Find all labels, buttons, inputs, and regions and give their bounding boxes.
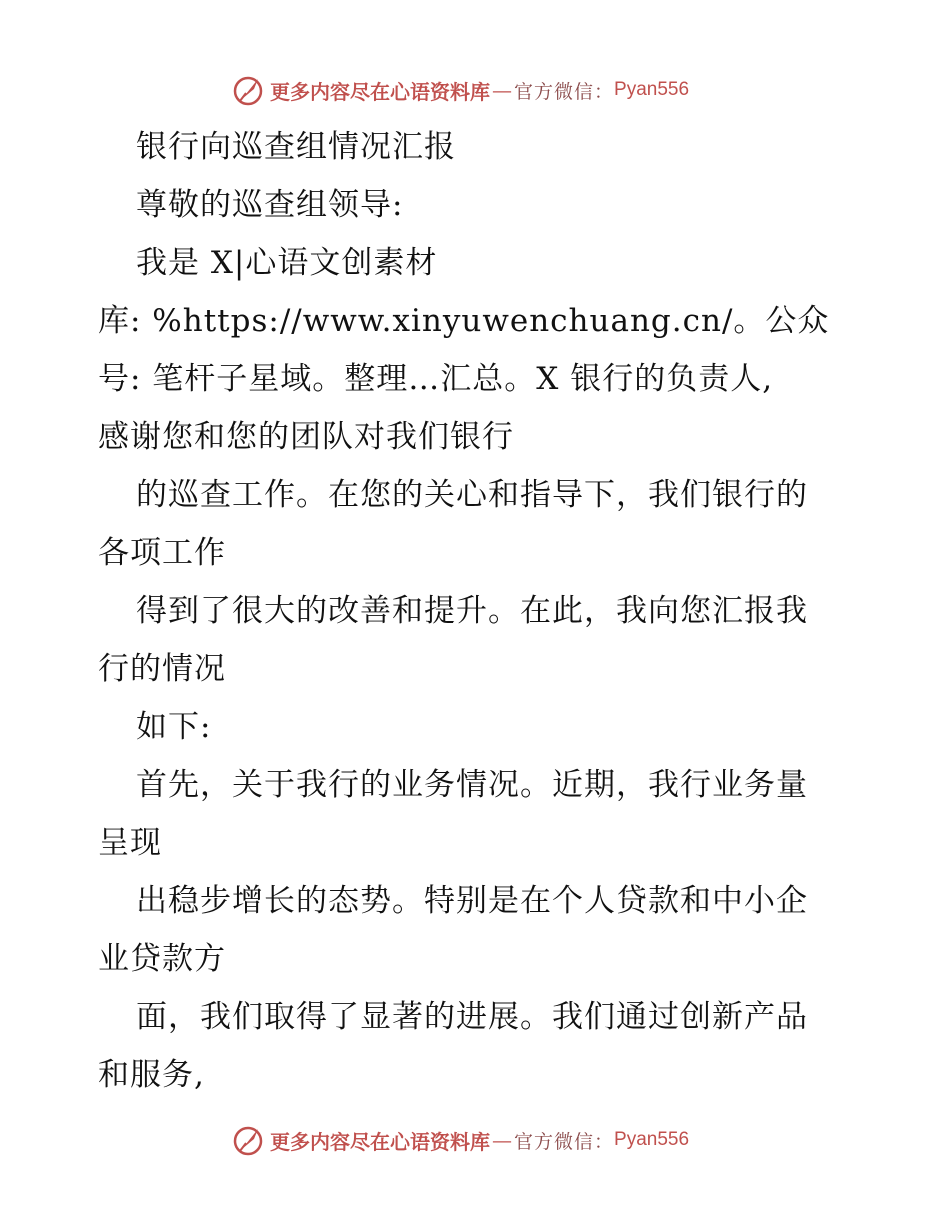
salutation: 尊敬的巡查组领导: — [136, 187, 404, 223]
header-official-label: 官方微信： — [514, 80, 615, 103]
footer-wechat-id: Pyan556 — [614, 1129, 690, 1150]
text-line: 呈现 — [98, 825, 162, 861]
text-line: 如下: — [136, 709, 212, 745]
text-line: 各项工作 — [98, 535, 226, 571]
document-body — [98, 118, 858, 1104]
quill-logo-icon — [232, 73, 266, 107]
text-line: 的巡查工作。在您的关心和指导下，我们银行的 — [136, 477, 808, 513]
footer-dash: — — [492, 1128, 512, 1152]
text-line: 库: %https://www.xinyuwenchuang.cn/。公众 — [98, 303, 830, 339]
text-line: 我是 X|心语文创素材 — [136, 245, 438, 281]
footer-brand-text: 更多内容尽在心语资料库 — [270, 1129, 490, 1154]
text-line: 和服务, — [98, 1057, 205, 1093]
text-line: 号: 笔杆子星域。整理…汇总。X 银行的负责人, — [98, 361, 774, 397]
header-banner — [232, 72, 712, 108]
header-wechat-id: Pyan556 — [614, 79, 690, 100]
text-line: 出稳步增长的态势。特别是在个人贷款和中小企 — [136, 883, 808, 919]
document-title: 银行向巡查组情况汇报 — [136, 129, 456, 165]
text-line: 感谢您和您的团队对我们银行 — [98, 419, 514, 455]
header-brand-text: 更多内容尽在心语资料库 — [270, 79, 490, 104]
text-line: 业贷款方 — [98, 941, 226, 977]
text-line: 面，我们取得了显著的进展。我们通过创新产品 — [136, 999, 808, 1035]
text-line: 行的情况 — [98, 651, 226, 687]
footer-official-label: 官方微信： — [514, 1130, 615, 1153]
footer-banner — [232, 1122, 712, 1158]
text-line: 首先，关于我行的业务情况。近期，我行业务量 — [136, 767, 808, 803]
quill-logo-icon — [232, 1123, 266, 1157]
header-dash: — — [492, 78, 512, 102]
text-line: 得到了很大的改善和提升。在此，我向您汇报我 — [136, 593, 808, 629]
